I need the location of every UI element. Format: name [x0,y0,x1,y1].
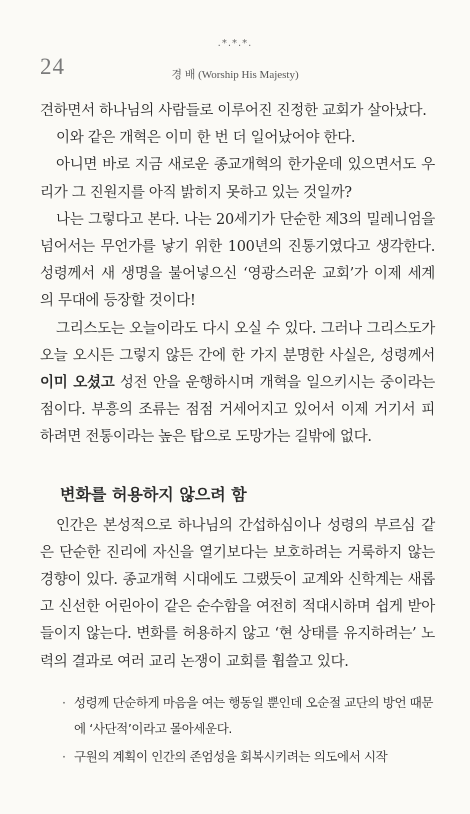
paragraph [40,152,435,206]
paragraph [40,125,435,152]
paragraph [40,316,435,452]
ornament: .*.*.*. [217,38,253,49]
bullet-notes [40,690,435,770]
paragraph-text: 이와 같은 개혁은 이미 한 번 더 일어났어야 한다. [56,130,356,147]
paragraph [40,207,435,316]
paragraph-text: 인간은 본성적으로 하나님의 간섭하심이나 성령의 부르심 같은 단순한 진리에 자신을 열기보다는 보호하려는 거룩하지 않는 경향이 있다. 종교개혁 시대에도 그랬듯이 교계와 신학계는 새롭고 신선한 어린아이 같은 순수함을 여전히 적대시하며 쉽게 받아들이지 않는다. 변화를 허용하지 않고 ‘현 상태를 유지하려는’ 노력의 결과로 여러 교리 논쟁이 교회를 휩쓸고 있다. [40,517,435,670]
paragraph-text: 성전 안을 운행하시며 개혁을 일으키시는 중이라는 점이다. 부흥의 조류는 점점 거세어지고 있어서 이제 거기서 피하려면 전통이라는 높은 탑으로 도망가는 길밖에 없다. [40,375,435,446]
list-item-text: 구원의 계획이 인간의 존엄성을 회복시키려는 의도에서 시작 [74,749,388,764]
section-heading: 변화를 허용하지 않으려 함 [60,484,247,504]
list-item [40,744,435,770]
paragraph-text: 그리스도는 오늘이라도 다시 오실 수 있다. 그러나 그리스도가 오늘 오시든 그렇지 않든 간에 한 가지 분명한 사실은, 성령께서 [40,320,435,364]
paragraph-text: 아니면 바로 지금 새로운 종교개혁의 한가운데 있으면서도 우리가 그 진원지를 아직 밝히지 못하고 있는 것일까? [40,157,435,201]
body-text [40,98,435,676]
list-item-text: 성령께 단순하게 마음을 여는 행동일 뿐인데 오순절 교단의 방언 때문에 ‘사단적’이라고 몰아세운다. [74,695,434,736]
bullet-dot-icon: · [62,749,66,764]
paragraph [40,513,435,676]
running-header: 경 배 (Worship His Majesty) [171,69,299,81]
paragraph [40,98,435,125]
paragraph-text: 견하면서 하나님의 사람들로 이루어진 진정한 교회가 살아났다. [40,103,427,119]
list-item [40,690,435,742]
page-number: 24 [40,54,65,79]
paragraph-text: 나는 그렇다고 본다. 나는 20세기가 단순한 제3의 밀레니엄을 넘어서는 무언가를 낳기 위한 100년의 진통기였다고 생각한다. 성령께서 새 생명을 불어넣으신 ‘영광스러운 교회’가 이제 세계의 무대에 등장할 것이다! [40,211,435,310]
bullet-dot-icon: · [62,695,66,710]
emphasis-text: 이미 오셨고 [40,375,115,392]
